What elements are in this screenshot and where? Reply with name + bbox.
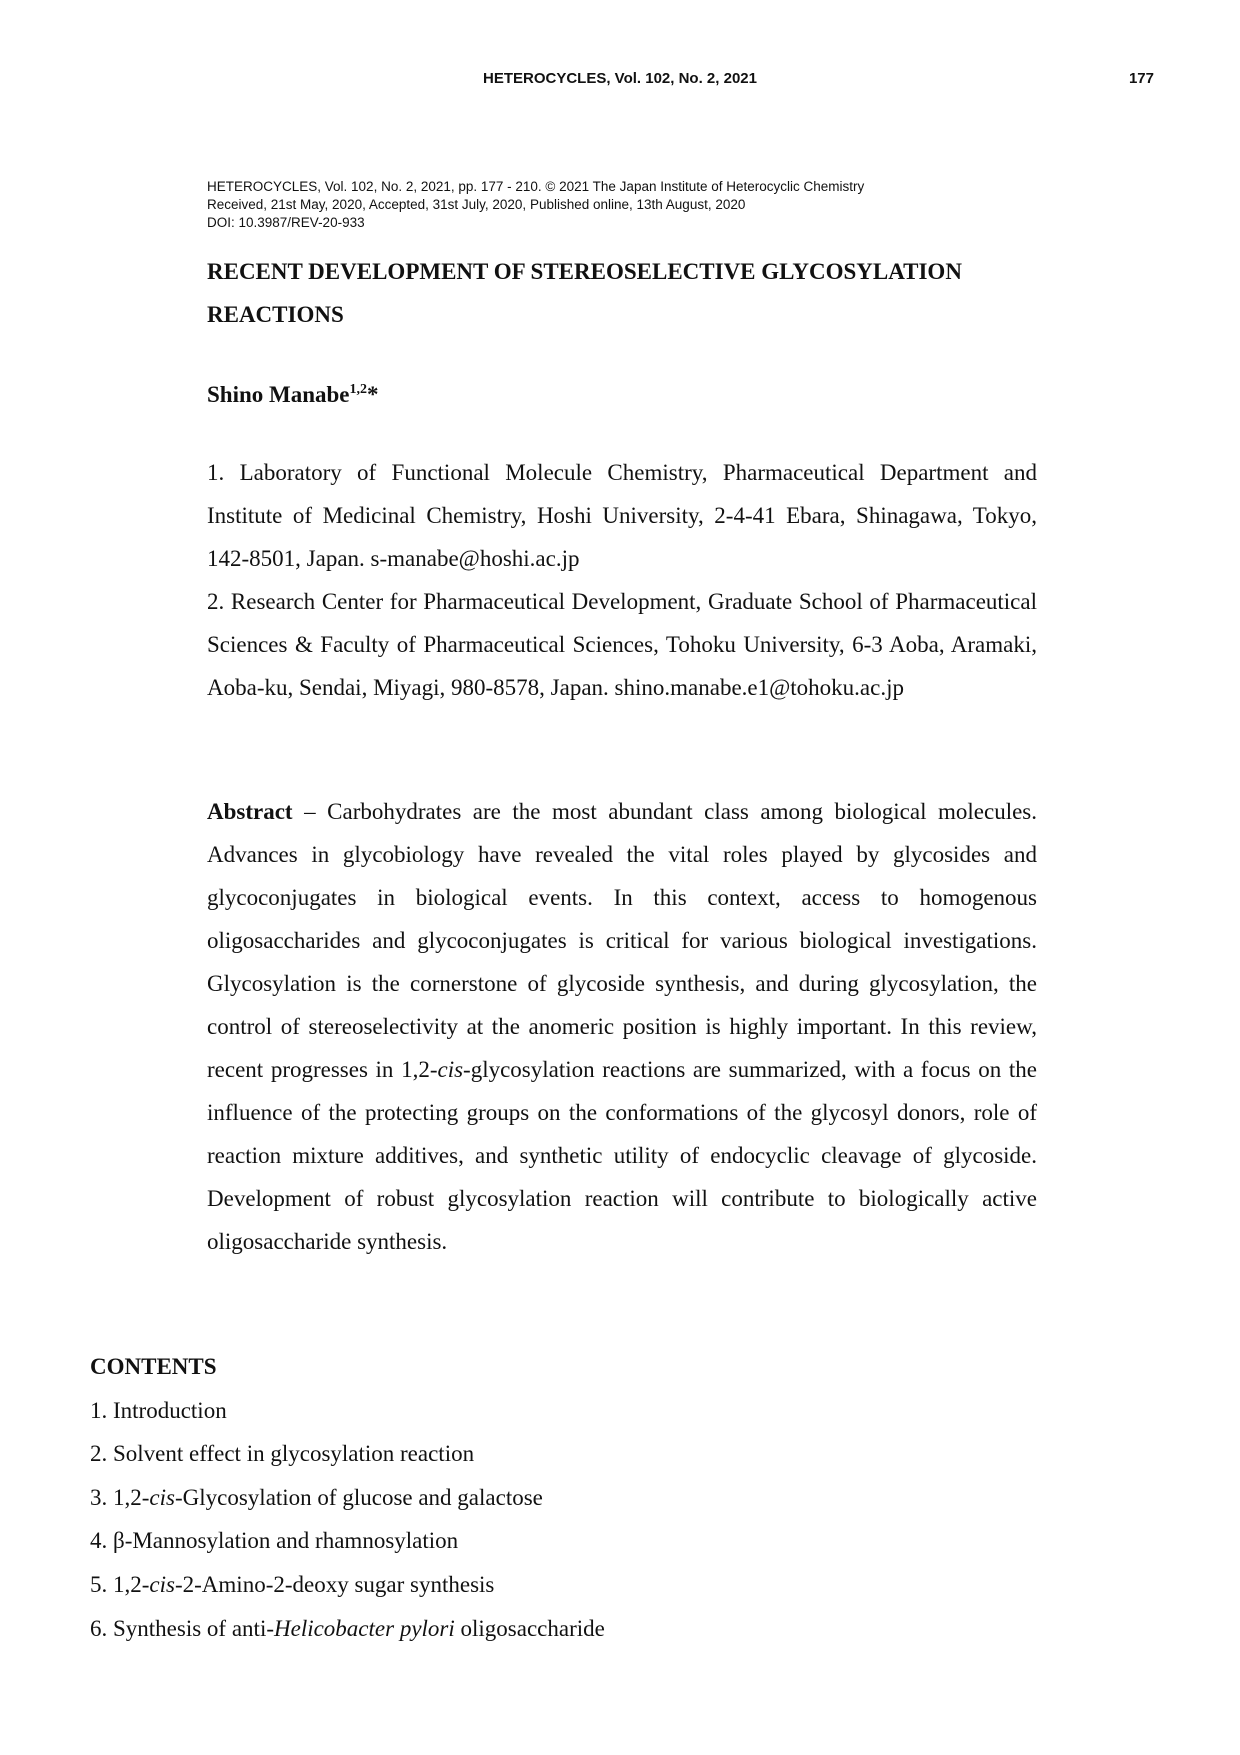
title-line: RECENT DEVELOPMENT OF STEREOSELECTIVE GLYCOSYLATION	[207, 259, 962, 284]
corresponding-author-marker: *	[367, 382, 379, 407]
page-number: 177	[1128, 70, 1154, 87]
author-line	[207, 375, 1037, 410]
contents-item: 1. Introduction	[90, 1397, 227, 1423]
table-of-contents	[90, 1345, 1090, 1650]
doi-line: DOI: 10.3987/REV-20-933	[207, 215, 365, 230]
affiliation-1: 1. Laboratory of Functional Molecule Chemistry, Pharmaceutical Department and Institute of Medicinal Chemistry, Hoshi University, 2-4-41 Ebara, Shinagawa, Tokyo, 142-8501, Japan. s-manabe@hoshi.ac.jp	[207, 460, 1037, 571]
abstract-text-italic: cis	[437, 1057, 464, 1082]
author-name: Shino Manabe	[207, 382, 350, 407]
contents-item: 3. 1,2-cis-Glycosylation of glucose and galactose	[90, 1484, 543, 1510]
contents-item: 4. β-Mannosylation and rhamnosylation	[90, 1528, 459, 1554]
running-head	[0, 70, 1240, 92]
title-line: REACTIONS	[207, 302, 344, 327]
abstract-text: -glycosylation reactions are summarized, with a focus on the influence of the protecting groups on the conformations of the glycosyl donors, role of reaction mixture additives, and synthetic utility of endocyclic cleavage of glycoside. Development of robust glycosylation reaction will contribute to biologically active oligosaccharide synthesis.	[207, 1057, 1037, 1254]
abstract-dash: –	[292, 799, 328, 824]
citation-block	[207, 178, 1037, 232]
citation-line: HETEROCYCLES, Vol. 102, No. 2, 2021, pp. 177 - 210. © 2021 The Japan Institute of Heterocyclic Chemistry	[207, 179, 865, 194]
citation-line: Received, 21st May, 2020, Accepted, 31st July, 2020, Published online, 13th August, 2020	[207, 197, 746, 212]
author-affiliation-marks: 1,2	[349, 382, 368, 397]
abstract	[207, 790, 1037, 1263]
contents-item: 5. 1,2-cis-2-Amino-2-deoxy sugar synthesis	[90, 1571, 495, 1597]
running-head-journal: HETEROCYCLES, Vol. 102, No. 2, 2021	[483, 70, 757, 87]
article-title	[207, 250, 1037, 336]
contents-item: 6. Synthesis of anti-Helicobacter pylori oligosaccharide	[90, 1615, 605, 1641]
abstract-label: Abstract	[207, 799, 293, 824]
abstract-text: Carbohydrates are the most abundant class among biological molecules. Advances in glycobiology have revealed the vital roles played by glycosides and glycoconjugates in biological events. In this context, access to homogenous oligosaccharides and glycoconjugates is critical for various biological investigations. Glycosylation is the cornerstone of glycoside synthesis, and during glycosylation, the control of stereoselectivity at the anomeric position is highly important. In this review, recent progresses in 1,2-	[207, 799, 1038, 1082]
affiliations	[207, 451, 1037, 709]
affiliation-2: 2. Research Center for Pharmaceutical Development, Graduate School of Pharmaceutical Sciences & Faculty of Pharmaceutical Sciences, Tohoku University, 6-3 Aoba, Aramaki, Aoba-ku, Sendai, Miyagi, 980-8578, Japan. shino.manabe.e1@tohoku.ac.jp	[207, 589, 1037, 700]
contents-heading: CONTENTS	[90, 1354, 217, 1379]
contents-item: 2. Solvent effect in glycosylation reaction	[90, 1441, 475, 1467]
